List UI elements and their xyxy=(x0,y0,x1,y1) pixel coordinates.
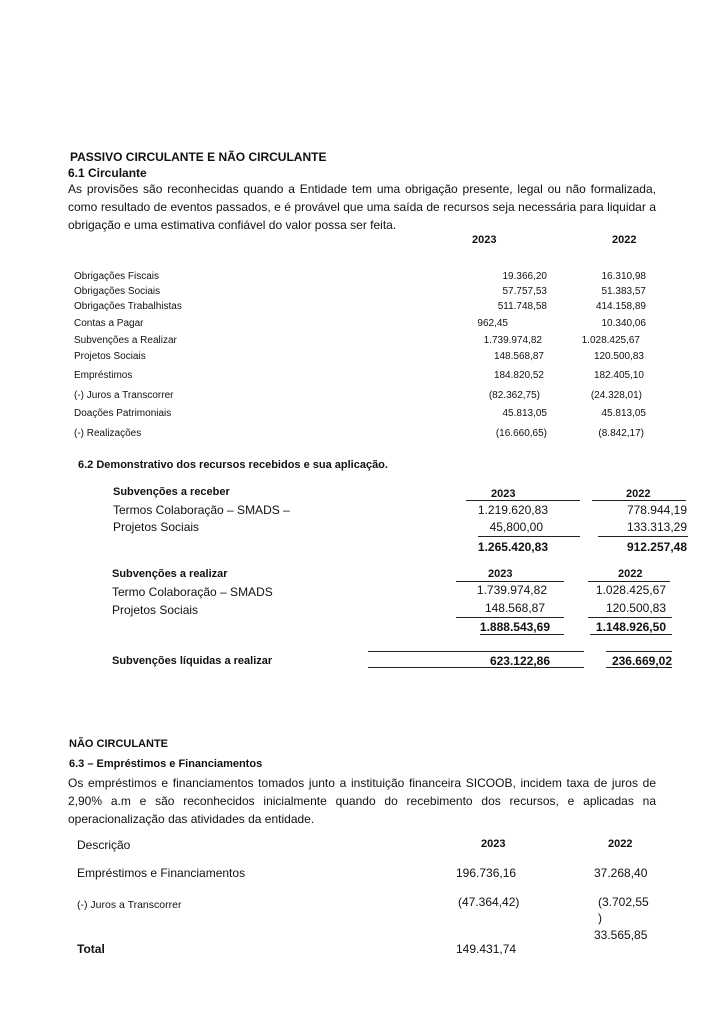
divider xyxy=(588,581,670,582)
row-value-2023: (82.362,75) xyxy=(488,390,540,401)
row-value-2023: 1.739.974,82 xyxy=(483,335,542,346)
col-year-2023: 2023 xyxy=(472,234,497,246)
realizar-year-2023: 2023 xyxy=(488,568,513,580)
liquidas-2022: 236.669,02 xyxy=(611,654,672,668)
s63-row-2023: (47.364,42) xyxy=(458,895,520,909)
section-6-3-title: 6.3 – Empréstimos e Financiamentos xyxy=(69,758,263,770)
row-value-2022: 182.405,10 xyxy=(593,370,644,381)
s63-year-2023: 2023 xyxy=(481,838,506,850)
divider xyxy=(590,634,672,635)
realizar-total-2023: 1.888.543,69 xyxy=(479,620,550,634)
receber-year-2023: 2023 xyxy=(491,488,516,500)
liquidas-2023: 623.122,86 xyxy=(489,654,550,668)
realizar-row-2022: 1.028.425,67 xyxy=(595,583,666,597)
s63-row-2022: (3.702,55 xyxy=(598,895,649,909)
row-label: Doações Patrimoniais xyxy=(74,408,172,419)
divider xyxy=(480,634,564,635)
row-value-2022: (8.842,17) xyxy=(598,428,644,439)
realizar-year-2022: 2022 xyxy=(618,568,643,580)
col-year-2022: 2022 xyxy=(612,234,637,246)
row-value-2022: 1.028.425,67 xyxy=(581,335,640,346)
s63-year-2022: 2022 xyxy=(608,838,633,850)
liquidas-label: Subvenções líquidas a realizar xyxy=(112,655,273,667)
row-value-2022: 120.500,83 xyxy=(593,351,644,362)
row-value-2022: 45.813,05 xyxy=(601,408,646,419)
realizar-total-2022: 1.148.926,50 xyxy=(595,620,666,634)
s63-row-2023: 196.736,16 xyxy=(456,866,517,880)
s63-total-2023: 149.431,74 xyxy=(456,942,517,956)
receber-row-2023: 45,800,00 xyxy=(489,520,543,534)
row-label: Empréstimos xyxy=(74,370,133,381)
divider xyxy=(466,500,580,501)
divider xyxy=(592,500,686,501)
realizar-row-2022: 120.500,83 xyxy=(605,601,666,615)
divider xyxy=(368,667,584,668)
row-label: Subvenções a Realizar xyxy=(74,335,177,346)
divider xyxy=(588,617,672,618)
row-value-2023: 148.568,87 xyxy=(493,351,544,362)
row-label: Contas a Pagar xyxy=(74,318,144,329)
row-value-2023: 184.820,52 xyxy=(493,370,544,381)
section-title: PASSIVO CIRCULANTE E NÃO CIRCULANTE xyxy=(70,150,327,164)
divider xyxy=(606,651,672,652)
row-value-2023: 511.748,58 xyxy=(497,301,547,312)
row-value-2022: 10.340,06 xyxy=(601,318,646,329)
row-value-2022: 414.158,89 xyxy=(595,301,646,312)
row-value-2023: (16.660,65) xyxy=(495,428,547,439)
section-6-1-paragraph: As provisões são reconhecidas quando a Entidade tem uma obrigação presente, legal ou não formalizada, como resultado de eventos passados, e é provável que uma saída de recursos seja necessária para liquidar a obrigação e uma estimativa confiável do valor possa ser feita. xyxy=(68,182,656,232)
realizar-row-2023: 1.739.974,82 xyxy=(476,583,547,597)
divider xyxy=(456,617,564,618)
receber-total-2022: 912.257,48 xyxy=(626,540,687,554)
receber-row-label: Projetos Sociais xyxy=(113,520,200,534)
s63-row-2022: 37.268,40 xyxy=(594,866,648,880)
row-label: Obrigações Sociais xyxy=(74,286,161,297)
realizar-row-2023: 148.568,87 xyxy=(484,601,545,615)
receber-year-2022: 2022 xyxy=(626,488,651,500)
s63-row-label: Empréstimos e Financiamentos xyxy=(77,866,246,880)
section-6-2-title: 6.2 Demonstrativo dos recursos recebidos e sua aplicação. xyxy=(78,459,388,471)
receber-total-2023: 1.265.420,83 xyxy=(477,540,548,554)
divider xyxy=(598,536,688,537)
row-value-2023: 45.813,05 xyxy=(502,408,547,419)
s63-row-2022-close: ) xyxy=(598,911,602,925)
receber-row-2023: 1.219.620,83 xyxy=(477,503,548,517)
s63-total-label: Total xyxy=(77,942,105,956)
realizar-row-label: Projetos Sociais xyxy=(112,603,199,617)
realizar-row-label: Termo Colaboração – SMADS xyxy=(112,585,273,599)
receber-row-2022: 778.944,19 xyxy=(626,503,687,517)
row-value-2023: 19.366,20 xyxy=(502,271,547,282)
row-value-2022: 51.383,57 xyxy=(601,286,646,297)
section-6-3-paragraph: Os empréstimos e financiamentos tomados junto a instituição financeira SICOOB, incidem taxa de juros de 2,90% a.m e são reconhecidos inicialmente quando do recebimento dos recursos, e aplicadas na operacionalização das atividades da entidade. xyxy=(68,776,656,826)
row-value-2023: 962,45 xyxy=(477,318,508,329)
row-label: Obrigações Fiscais xyxy=(74,271,160,282)
row-label: (-) Realizações xyxy=(74,428,142,439)
realizar-header: Subvenções a realizar xyxy=(112,568,228,580)
divider xyxy=(368,651,584,652)
divider xyxy=(456,581,564,582)
divider xyxy=(606,667,672,668)
col-descricao: Descrição xyxy=(77,838,131,852)
s63-row-label: (-) Juros a Transcorrer xyxy=(77,899,182,911)
divider xyxy=(478,536,580,537)
row-value-2022: (24.328,01) xyxy=(590,390,642,401)
row-label: Projetos Sociais xyxy=(74,351,146,362)
row-value-2022: 16.310,98 xyxy=(601,271,646,282)
receber-row-2022: 133.313,29 xyxy=(626,520,687,534)
row-value-2023: 57.757,53 xyxy=(502,286,547,297)
s63-extra-2022: 33.565,85 xyxy=(594,928,648,942)
nao-circulante-title: NÃO CIRCULANTE xyxy=(69,738,168,750)
row-label: (-) Juros a Transcorrer xyxy=(74,390,174,401)
section-6-1-title: 6.1 Circulante xyxy=(68,166,147,180)
receber-row-label: Termos Colaboração – SMADS – xyxy=(113,503,290,517)
receber-header: Subvenções a receber xyxy=(113,486,230,498)
row-label: Obrigações Trabalhistas xyxy=(74,301,182,312)
